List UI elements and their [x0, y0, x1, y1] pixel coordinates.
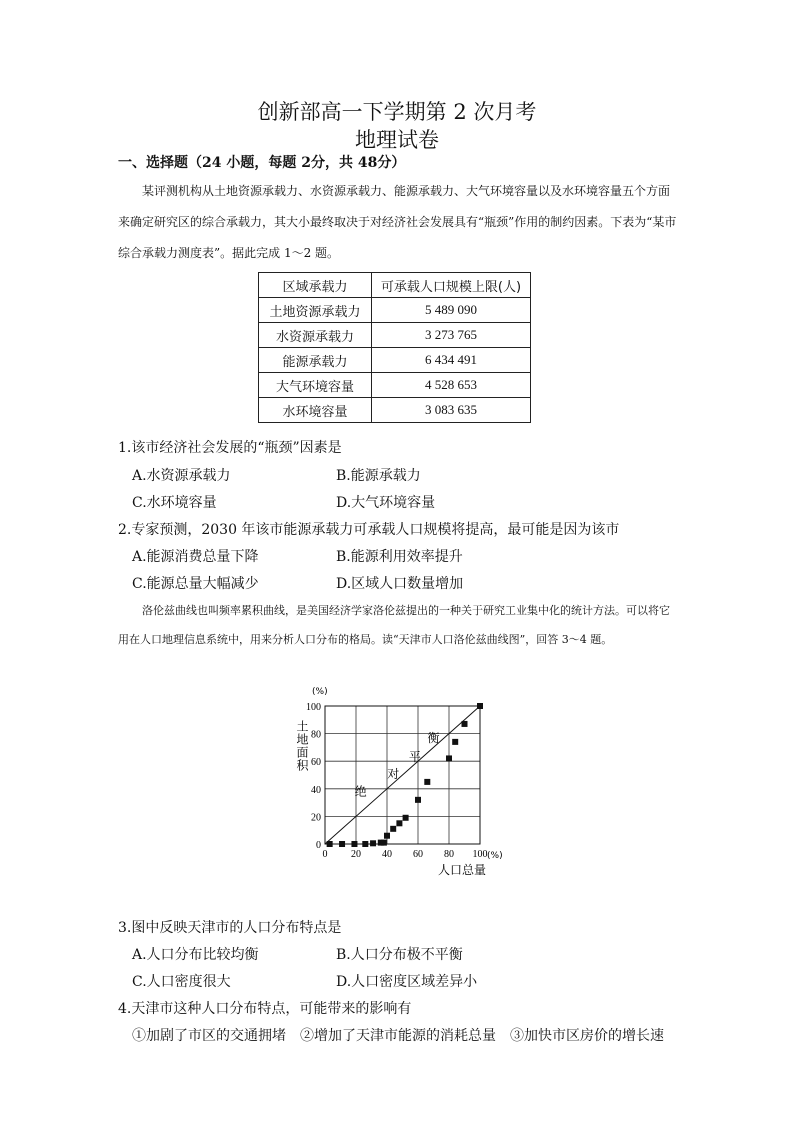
data-point — [403, 815, 409, 821]
data-point — [462, 721, 468, 727]
exam-title: 创新部高一下学期第 2 次月考 — [257, 100, 537, 124]
x-tick-label: 80 — [444, 849, 454, 860]
data-point — [390, 826, 396, 832]
table-row — [259, 348, 531, 373]
table-cell-label: 大气环境容量 — [259, 373, 372, 398]
y-tick-label: 20 — [311, 812, 321, 824]
question-4-stem: 4.天津市这种人口分布特点，可能带来的影响有 — [118, 1001, 412, 1017]
question-2-stem: 2.专家预测，2030 年该市能源承载力可承载人口规模将提高，最可能是因为该市 — [118, 522, 620, 538]
x-unit-label: (%) — [487, 851, 503, 861]
data-point — [339, 841, 345, 847]
question-3-option-d: D.人口密度区域差异小 — [336, 974, 478, 990]
x-tick-label: 100 — [472, 849, 488, 860]
x-tick-labels — [323, 849, 488, 860]
x-tick-label: 0 — [322, 849, 328, 860]
table-cell-value: 3 083 635 — [372, 398, 531, 423]
data-point — [327, 841, 333, 847]
data-point — [384, 833, 390, 839]
table-header: 可承载人口规模上限(人) — [372, 273, 531, 298]
y-unit-label: (%) — [312, 687, 328, 697]
question-3-option-a: A.人口分布比较均衡 — [132, 947, 259, 963]
question-2-option-d: D.区域人口数量增加 — [336, 576, 464, 592]
table-row — [259, 298, 531, 323]
table-header-row — [259, 273, 531, 298]
question-1-option-d: D.大气环境容量 — [336, 495, 436, 511]
equality-line-label: 平 — [408, 750, 421, 765]
question-2-option-b: B.能源利用效率提升 — [336, 549, 463, 565]
table-header: 区域承载力 — [259, 273, 372, 298]
table-row — [259, 373, 531, 398]
data-point — [362, 841, 368, 847]
section-heading: 一、选择题（24 小题，每题 2分，共 48分） — [118, 155, 406, 171]
table-cell-value: 5 489 090 — [372, 298, 531, 323]
y-tick-label: 60 — [311, 757, 321, 769]
data-point — [446, 755, 452, 761]
equality-line-label: 衡 — [427, 730, 440, 745]
table-cell-value: 3 273 765 — [372, 323, 531, 348]
intro-text-2: 洛伦兹曲线也叫频率累积曲线，是美国经济学家洛伦兹提出的一种关于研究工业集中化的统计方法。可以将它用在人口地理信息系统中，用来分析人口分布的格局。读“天津市人口洛伦兹曲线图”，回答 3～4 题。 — [118, 604, 670, 646]
y-axis-title: 土地面积 — [295, 720, 309, 772]
table-cell-label: 土地资源承载力 — [259, 298, 372, 323]
table-cell-label: 水环境容量 — [259, 398, 372, 423]
intro-text-1: 某评测机构从土地资源承载力、水资源承载力、能源承载力、大气环境容量以及水环境容量五个方面来确定研究区的综合承载力，其大小最终取决于对经济社会发展具有“瓶颈”作用的制约因素。下表为“某市综合承载力测度表”。据此完成 1～2 题。 — [118, 184, 677, 260]
x-tick-label: 60 — [413, 849, 423, 860]
question-1-option-c: C.水环境容量 — [132, 495, 217, 511]
data-point — [477, 703, 483, 709]
data-point — [351, 841, 357, 847]
question-3-stem: 3.图中反映天津市的人口分布特点是 — [118, 920, 342, 936]
table-cell-label: 能源承载力 — [259, 348, 372, 373]
question-2-option-a: A.能源消费总量下降 — [132, 549, 259, 565]
y-tick-label: 0 — [316, 840, 321, 851]
data-point — [424, 779, 430, 785]
question-2-option-c: C.能源总量大幅减少 — [132, 576, 259, 592]
y-tick-label: 100 — [306, 702, 321, 713]
table-cell-value: 4 528 653 — [372, 373, 531, 398]
question-4-options: ①加剧了市区的交通拥堵 ②增加了天津市能源的消耗总量 ③加快市区房价的增长速 — [132, 1028, 664, 1044]
question-3-option-c: C.人口密度很大 — [132, 974, 231, 990]
equality-line-label: 对 — [387, 766, 400, 781]
y-tick-label: 40 — [311, 784, 321, 796]
equality-line-label: 绝 — [354, 784, 367, 799]
question-1-stem: 1.该市经济社会发展的“瓶颈”因素是 — [118, 440, 342, 456]
table-row — [259, 398, 531, 423]
data-point — [381, 840, 387, 846]
question-3-option-b: B.人口分布极不平衡 — [336, 947, 463, 963]
exam-subtitle: 地理试卷 — [355, 128, 439, 152]
x-tick-label: 40 — [382, 849, 392, 860]
x-axis-title: 人口总量 — [438, 863, 487, 877]
table-cell-label: 水资源承载力 — [259, 323, 372, 348]
table-cell-value: 6 434 491 — [372, 348, 531, 373]
question-1-option-b: B.能源承载力 — [336, 468, 421, 484]
data-point — [396, 820, 402, 826]
x-tick-label: 20 — [351, 849, 361, 860]
intro-paragraph-1 — [118, 176, 678, 269]
y-tick-label: 80 — [311, 729, 321, 741]
data-point — [415, 797, 421, 803]
data-point — [452, 739, 458, 745]
table-row — [259, 323, 531, 348]
capacity-table — [258, 272, 531, 423]
question-1-option-a: A.水资源承载力 — [132, 468, 231, 484]
intro-paragraph-2 — [118, 596, 678, 654]
equality-line — [325, 706, 480, 844]
data-point — [370, 840, 376, 846]
lorenz-curve-chart — [280, 680, 520, 880]
